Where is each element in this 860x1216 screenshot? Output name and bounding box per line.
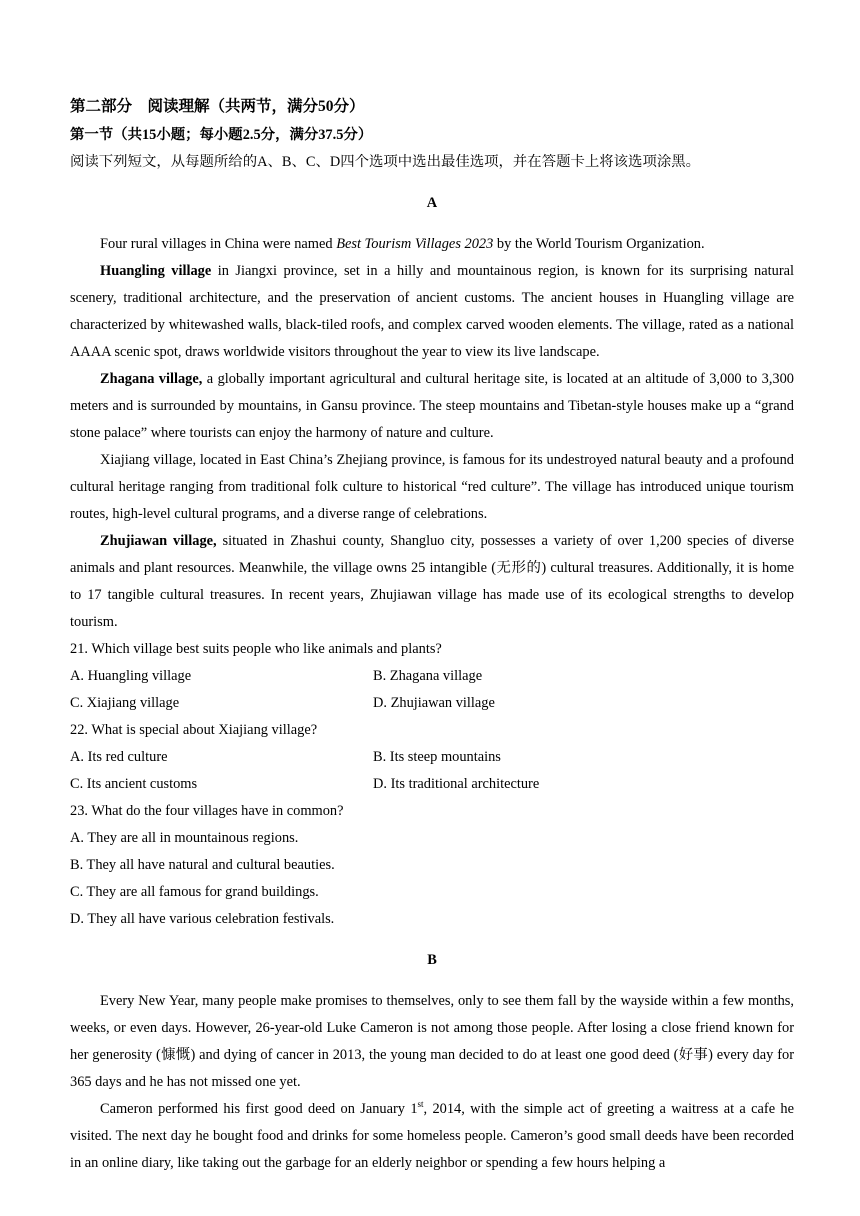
p1-italic-title: Best Tourism Villages 2023 <box>336 235 494 252</box>
question-21: 21. Which village best suits people who like animals and plants? <box>70 640 442 657</box>
passage-a-paragraph-1 <box>70 231 794 258</box>
option-21-d: D. Zhujiawan village <box>373 694 495 711</box>
passage-b-paragraph-1: Every New Year, many people make promises to themselves, only to see them fall by the wayside within a few months, weeks, or even days. However, 26-year-old Luke Cameron is not among those people. After losing a close friend known for her generosity (慷慨) and dying of cancer in 2013, the young man decided to do at least one good deed (好事) every day for 365 days and he has not missed one yet. <box>70 992 794 1090</box>
passage-a-paragraph-3 <box>70 366 794 447</box>
p2-text: in Jiangxi province, set in a hilly and mountainous region, is known for its surprising natural scenery, traditional architecture, and the preservation of ancient customs. The ancient houses in Huangling village are characterized by whitewashed walls, black-tiled roofs, and complex carved wooden elements. The village, rated as a national AAAA scenic spot, draws worldwide visitors throughout the year to view its live landscape. <box>70 262 794 360</box>
passage-b-letter: B <box>427 952 437 969</box>
question-23: 23. What do the four villages have in common? <box>70 802 344 819</box>
question-22-options-row-1 <box>70 744 794 771</box>
question-22: 22. What is special about Xiajiang village? <box>70 721 318 738</box>
part-title: 第二部分 阅读理解（共两节，满分50分） <box>70 98 365 115</box>
passage-b-paragraph-2 <box>70 1096 794 1177</box>
passage-a-paragraph-4: Xiajiang village, located in East China’s Zhejiang province, is famous for its undestroyed natural beauty and a profound cultural heritage ranging from traditional folk culture to historical “red culture”. The village has introduced unique tourism routes, high-level cultural programs, and a diverse range of celebrations. <box>70 451 794 522</box>
option-23-a: A. They are all in mountainous regions. <box>70 829 299 846</box>
question-22-options-row-2 <box>70 771 794 798</box>
section-title: 第一节（共15小题；每小题2.5分，满分37.5分） <box>70 127 373 143</box>
option-22-c: C. Its ancient customs <box>70 775 198 792</box>
passage-a-paragraph-5 <box>70 528 794 636</box>
option-23-d: D. They all have various celebration festivals. <box>70 910 335 927</box>
p1-text-after: by the World Tourism Organization. <box>493 235 705 252</box>
passage-a-letter: A <box>426 195 438 212</box>
question-21-options-row-2 <box>70 690 794 717</box>
question-21-options-row-1 <box>70 663 794 690</box>
option-22-d: D. Its traditional architecture <box>373 775 540 792</box>
p5-bold-name: Zhujiawan village, <box>100 532 217 549</box>
option-23-c: C. They are all famous for grand buildings. <box>70 883 319 900</box>
passage-a-paragraph-2 <box>70 258 794 366</box>
p3-bold-name: Zhagana village, <box>100 370 203 387</box>
option-21-c: C. Xiajiang village <box>70 694 180 711</box>
p3-text: a globally important agricultural and cultural heritage site, is located at an altitude of 3,000 to 3,300 meters and is surrounded by mountains, in Gansu province. The steep mountains and Tibetan-style houses make up a “grand stone palace” where tourists can enjoy the harmony of nature and culture. <box>70 370 794 441</box>
p2b-ordinal-suffix: st <box>417 1098 424 1109</box>
p2b-text-before: Cameron performed his first good deed on January 1 <box>100 1100 418 1117</box>
instruction: 阅读下列短文，从每题所给的A、B、C、D四个选项中选出最佳选项，并在答题卡上将该选项涂黑。 <box>70 154 701 170</box>
option-21-a: A. Huangling village <box>70 667 192 684</box>
p2-bold-name: Huangling village <box>100 262 212 279</box>
p5-text: situated in Zhashui county, Shangluo city, possesses a variety of over 1,200 species of diverse animals and plant resources. Meanwhile, the village owns 25 intangible (无形的) cultural treasures. Additionally, it is home to 17 tangible cultural treasures. In recent years, Zhujiawan village has made use of its ecological strengths to develop tourism. <box>70 532 794 630</box>
p1-text-before: Four rural villages in China were named <box>100 235 337 252</box>
option-22-a: A. Its red culture <box>70 748 168 765</box>
option-23-b: B. They all have natural and cultural beauties. <box>70 856 335 873</box>
option-21-b: B. Zhagana village <box>373 667 483 684</box>
option-22-b: B. Its steep mountains <box>373 748 501 765</box>
p2b-text-after: , 2014, with the simple act of greeting a waitress at a cafe he visited. The next day he bought food and drinks for some homeless people. Cameron’s good small deeds have been recorded in an online diary, like taking out the garbage for an elderly neighbor or spending a few hours helping a <box>70 1100 794 1171</box>
